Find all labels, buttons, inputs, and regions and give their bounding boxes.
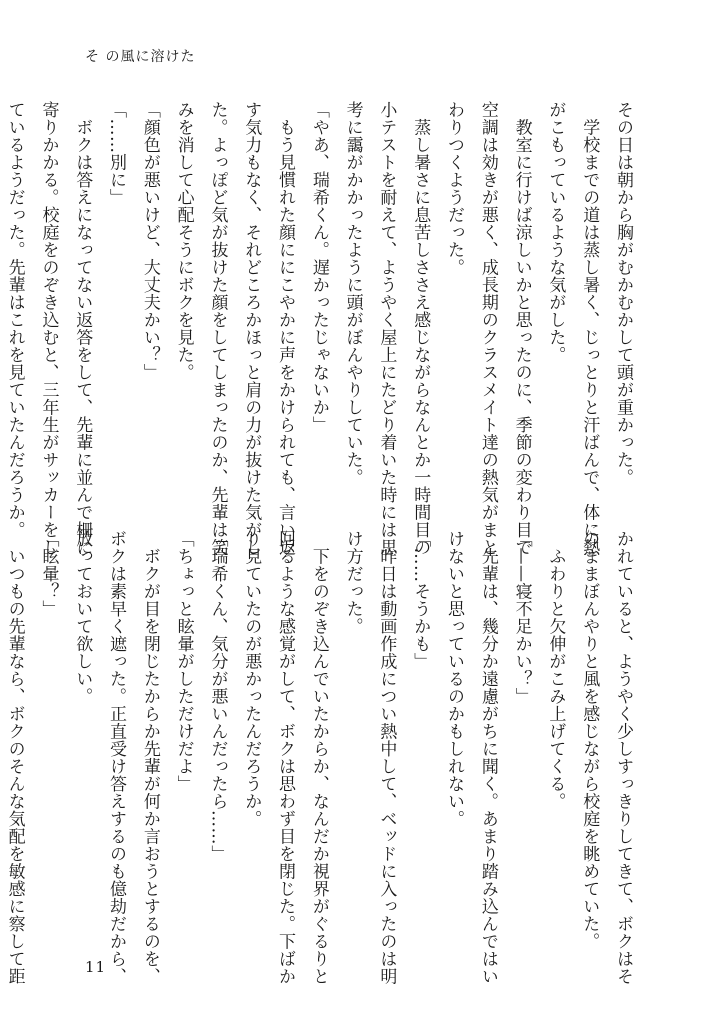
text-line: けないと思っているのかもしれない。 [444,530,465,828]
text-line: 「やあ、瑞希くん。遅かったじゃないか」 [308,101,329,434]
text-line: り見ていたのが悪かったんだろうか。 [241,530,262,828]
text-line: ボクが目を閉じたからか先輩が何か言おうとするのを、 [139,530,160,985]
text-line: 学校までの道は蒸し暑く、じっとりと汗ばんで、体に熱 [579,101,600,556]
page-number: 11 [85,958,107,976]
text-line: 「顔色が悪いけど、大丈夫かい？」 [139,101,160,381]
text-line: 蒸し暑さに息苦しささえ感じながらなんとか一時間目の [410,101,431,556]
running-head: そ の風に溶けた [85,49,196,65]
text-line: のままぼんやりと風を感じながら校庭を眺めていた。 [579,530,600,950]
text-line: 下をのぞき込んでいたからか、なんだか視界がぐるりと [308,530,329,985]
text-line: かれていると、ようやく少しすっきりしてきて、ボクはそ [613,530,633,985]
text-line: 先輩は、幾分か遠慮がちに聞く。あまり踏み込んではい [477,530,498,985]
text-line: 昨日は動画作成につい熱中して、ベッドに入ったのは明 [376,530,397,985]
text-line: もう見慣れた顔ににこやかに声をかけられても、言い返 [275,101,296,556]
text-line: ているようだった。先輩はこれを見ていたんだろうか。 [4,101,25,539]
text-line: わりつくようだった。 [444,101,465,276]
text-line: た。よっぽど気が抜けた顔をしてしまったのか、先輩は笑 [207,101,228,556]
text-line: す気力もなく、それどころかほっと肩の力が抜けた気がし [241,101,262,556]
text-line: 寄りかかる。校庭をのぞき込むと、三年生がサッカーをし [38,101,59,556]
text-block-top [0,101,639,556]
text-line: みを消して心配そうにボクを見た。 [173,101,194,381]
text-line: 小テストを耐えて、ようやく屋上にたどり着いた時には思 [376,101,397,556]
text-line: け方だった。 [342,530,363,635]
text-line: いつもの先輩なら、ボクのそんな気配を敏感に察して距 [4,530,25,985]
text-line: 「眩暈？」 [38,530,59,618]
text-line: ボクは答えになってない返答をして、先輩に並んで柵に [72,101,93,556]
text-line: その日は朝から胸がむかむかして頭が重かった。 [613,101,633,486]
text-line: ふわりと欠伸がこみ上げてくる。 [545,530,566,810]
text-line: 「……別に」 [106,101,127,206]
text-line: 「瑞希くん、気分が悪いんだったら……」 [207,530,228,863]
text-line: 「……そうかも」 [410,530,431,670]
text-line: 空調は効きが悪く、成長期のクラスメイト達の熱気がまと [477,101,498,556]
text-line: 放っておいて欲しい。 [72,530,93,705]
text-line: がこもっているような気がした。 [545,101,566,364]
text-line: 回るような感覚がして、ボクは思わず目を閉じた。下ばか [275,530,296,985]
text-line: ボクは素早く遮った。正直受け答えするのも億劫だから、 [106,530,127,985]
text-line: 「ちょっと眩暈がしただけだよ」 [173,530,194,793]
text-line: 考に靄がかかったように頭がぼんやりしていた。 [342,101,363,486]
text-line: 教室に行けば涼しいかと思ったのに、季節の変わり目で [511,101,532,556]
text-line: 「——寝不足かい？」 [511,530,532,705]
